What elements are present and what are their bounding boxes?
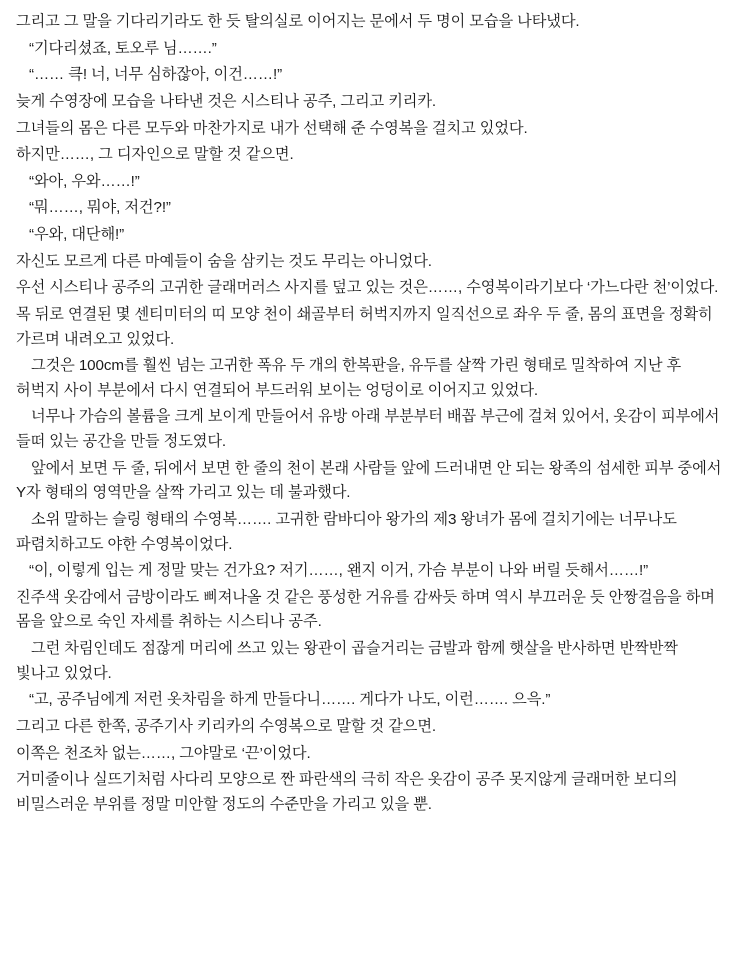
paragraph: 앞에서 보면 두 줄, 뒤에서 보면 한 줄의 천이 본래 사람들 앞에 드러내면 안 되는 왕족의 섬세한 피부 중에서 Y자 형태의 영역만을 살짝 가리고 있는 데 불과했다.: [16, 459, 722, 502]
paragraph: 그리고 다른 한쪽, 공주기사 키리카의 수영복으로 말할 것 같으면.: [16, 717, 437, 735]
paragraph: “와아, 우와……!”: [29, 172, 140, 190]
document-body: [16, 10, 722, 817]
paragraph: 자신도 모르게 다른 마예들이 숨을 삼키는 것도 무리는 아니었다.: [16, 252, 432, 270]
paragraph: 늦게 수영장에 모습을 나타낸 것은 시스티나 공주, 그리고 키리카.: [16, 92, 437, 110]
paragraph: 우선 시스티나 공주의 고귀한 글래머러스 사지를 덮고 있는 것은……, 수영복이라기보다 ‘가느다란 천’이었다.: [16, 279, 719, 297]
paragraph: 진주색 옷감에서 금방이라도 삐져나올 것 같은 풍성한 거유를 감싸듯 하며 역시 부끄러운 듯 안짱걸음을 하며 몸을 앞으로 숙인 자세를 취하는 시스티나 공주.: [16, 588, 715, 631]
paragraph: 이쪽은 천조차 없는……, 그야말로 ‘끈’이었다.: [16, 744, 311, 762]
paragraph: “이, 이렇게 입는 게 정말 맞는 건가요? 저기……, 왠지 이거, 가슴 부분이 나와 버릴 듯해서……!”: [29, 562, 649, 580]
paragraph: “뭐……, 뭐야, 저건?!”: [29, 199, 171, 217]
paragraph: 그것은 100cm를 훨씬 넘는 고귀한 폭유 두 개의 한복판을, 유두를 살짝 가린 형태로 밀착하여 지난 후 허벅지 사이 부분에서 다시 연결되어 부드러워 보이는 엉덩이로 이어지고 있었다.: [16, 357, 682, 399]
paragraph: “…… 큭! 너, 너무 심하잖아, 이건……!”: [29, 66, 283, 84]
paragraph: 소위 말하는 슬링 형태의 수영복……. 고귀한 람바디아 왕가의 제3 왕녀가 몸에 걸치기에는 너무나도 파렴치하고도 야한 수영복이었다.: [16, 510, 677, 553]
paragraph: 너무나 가슴의 볼륨을 크게 보이게 만들어서 유방 아래 부분부터 배꼽 부근에 걸쳐 있어서, 옷감이 피부에서 들떠 있는 공간을 만들 정도였다.: [16, 408, 720, 450]
paragraph: “우와, 대단해!”: [29, 226, 125, 243]
paragraph: 목 뒤로 연결된 몇 센티미터의 띠 모양 천이 쇄골부터 허벅지까지 일직선으로 좌우 두 줄, 몸의 표면을 정확히 가르며 내려오고 있었다.: [16, 305, 713, 348]
paragraph: 그녀들의 몸은 다른 모두와 마찬가지로 내가 선택해 준 수영복을 걸치고 있었다.: [16, 119, 528, 137]
paragraph: 하지만……, 그 디자인으로 말할 것 같으면.: [16, 146, 294, 164]
paragraph: 그리고 그 말을 기다리기라도 한 듯 탈의실로 이어지는 문에서 두 명이 모습을 나타냈다.: [16, 13, 580, 30]
paragraph: “고, 공주님에게 저런 옷차림을 하게 만들다니……. 게다가 나도, 이런……. 으윽.”: [29, 691, 551, 709]
paragraph: 거미줄이나 실뜨기처럼 사다리 모양으로 짠 파란색의 극히 작은 옷감이 공주 못지않게 글래머한 보디의 비밀스러운 부위를 정말 미안할 정도의 수준만을 가리고 있을 뿐.: [16, 771, 678, 813]
paragraph: “기다리셨죠, 토오루 님…….”: [29, 39, 217, 57]
paragraph: 그런 차림인데도 점잖게 머리에 쓰고 있는 왕관이 곱슬거리는 금발과 함께 햇살을 반사하면 반짝반짝 빛나고 있었다.: [16, 640, 678, 682]
